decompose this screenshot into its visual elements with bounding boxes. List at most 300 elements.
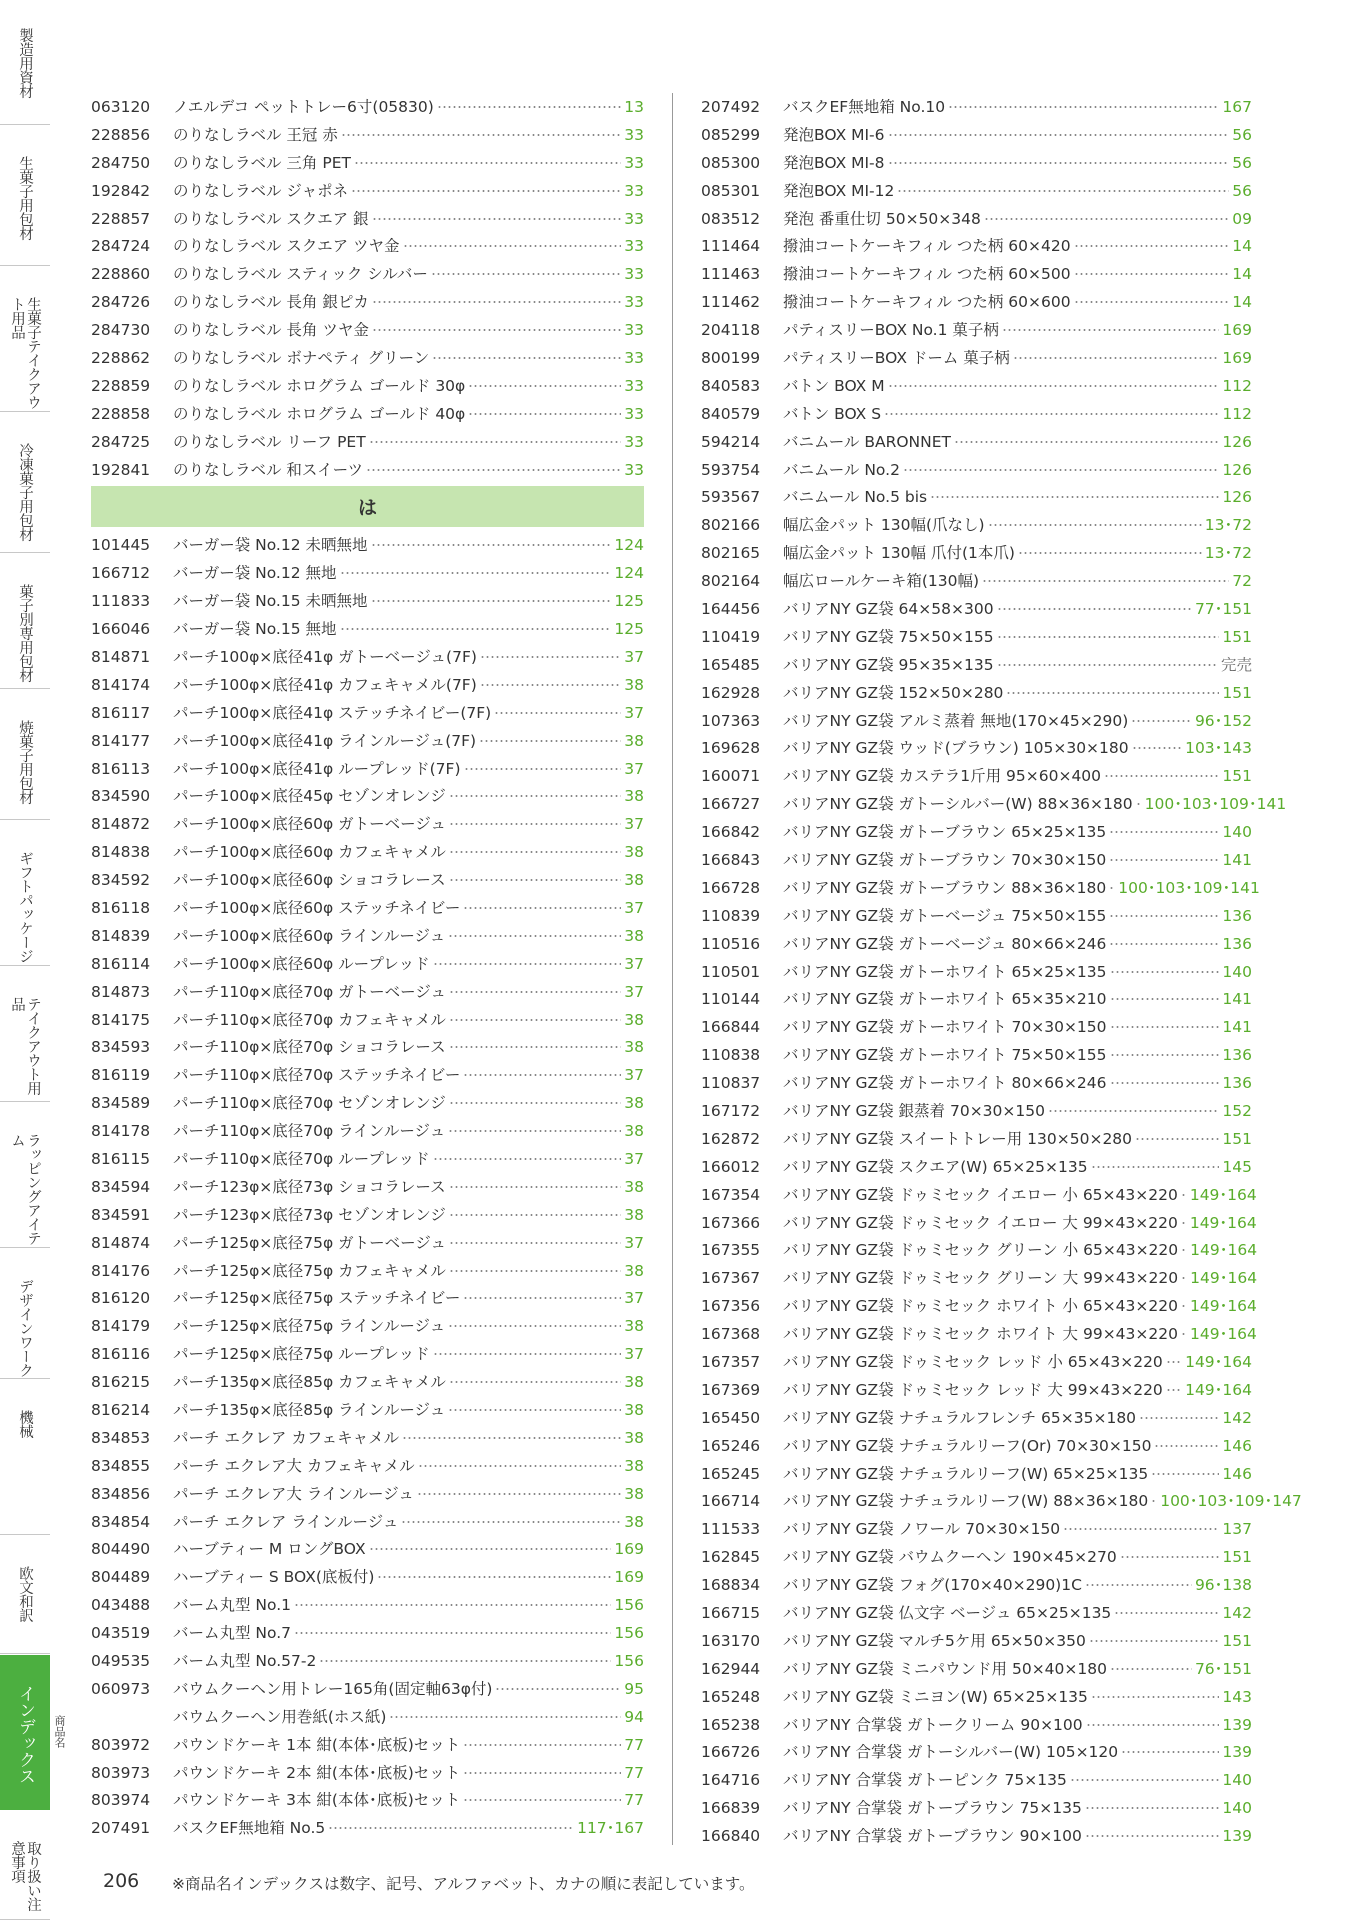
leader-dots (1063, 1528, 1219, 1530)
product-code: 049535 (91, 1652, 151, 1671)
index-entry (91, 1647, 644, 1675)
leader-dots (448, 1130, 621, 1132)
product-name: ノエルデコ ペットトレー6寸(05830) (173, 97, 434, 116)
leader-dots (468, 413, 621, 415)
page-reference: 126 (1222, 488, 1252, 507)
side-tab[interactable] (0, 267, 50, 412)
page-reference: 100･103･109･141 (1144, 795, 1287, 814)
product-code: 284730 (91, 321, 151, 340)
index-entry (91, 1340, 644, 1368)
product-name: パーチ125φ×底径75φ カフェキャメル (173, 1261, 446, 1280)
product-name: バリアNY GZ袋 スイートトレー用 130×50×280 (783, 1129, 1133, 1148)
index-entry (701, 902, 1252, 930)
product-name: ハーブティー S BOX(底板付) (173, 1568, 375, 1587)
leader-dots (1131, 720, 1192, 722)
side-tab[interactable] (0, 1655, 50, 1810)
page-reference: 56 (1232, 125, 1252, 144)
index-entry (91, 1675, 644, 1703)
product-name: のりなしラベル スクエア ツヤ金 (173, 237, 400, 256)
page-reference: 38 (624, 1177, 644, 1196)
product-name: バーム丸型 No.1 (173, 1596, 292, 1615)
product-code: 060973 (91, 1679, 151, 1698)
product-code: 166727 (701, 795, 761, 814)
leader-dots (463, 907, 621, 909)
leader-dots (1151, 1473, 1219, 1475)
product-code: 814178 (91, 1122, 151, 1141)
index-entry (91, 149, 644, 177)
page-reference: 151 (1222, 683, 1252, 702)
page-reference: 149･164 (1189, 1297, 1257, 1316)
leader-dots (997, 608, 1192, 610)
index-entry (701, 1153, 1252, 1181)
product-code: 165450 (701, 1408, 761, 1427)
page-reference: 149･164 (1189, 1185, 1257, 1204)
leader-dots (495, 1688, 621, 1690)
product-name: パーチ135φ×底径85φ カフェキャメル (173, 1373, 446, 1392)
page-reference: 38 (624, 731, 644, 750)
product-code: 192842 (91, 181, 151, 200)
product-name: パーチ125φ×底径75φ ステッチネイビー (173, 1289, 461, 1308)
index-entry (701, 483, 1252, 511)
product-code: 284750 (91, 153, 151, 172)
page-reference: 77 (624, 1735, 644, 1754)
side-tab-label: デザインワーク (17, 1279, 33, 1377)
leader-dots (1166, 1389, 1182, 1391)
product-name: バリアNY GZ袋 アルミ蒸着 無地(170×45×290) (783, 711, 1129, 730)
page-reference: 149･164 (1189, 1325, 1257, 1344)
product-code: 814874 (91, 1233, 151, 1252)
index-entry (91, 93, 644, 121)
product-name: バリアNY GZ袋 ドゥミセック ホワイト 小 65×43×220 (783, 1297, 1178, 1316)
product-code: 169628 (701, 739, 761, 758)
product-name: パーチ100φ×底径60φ ラインルージュ (173, 926, 446, 945)
page-reference: 33 (624, 265, 644, 284)
side-tab[interactable] (0, 1103, 50, 1248)
page-reference: 38 (624, 926, 644, 945)
index-entry (701, 1627, 1252, 1655)
product-code: 160071 (701, 767, 761, 786)
product-code: 165245 (701, 1464, 761, 1483)
product-code: 165238 (701, 1715, 761, 1734)
product-code: 840579 (701, 404, 761, 423)
page-reference: 136 (1222, 934, 1252, 953)
index-entry (91, 177, 644, 205)
product-code: 814872 (91, 815, 151, 834)
index-entry (701, 986, 1252, 1014)
index-entry (91, 643, 644, 671)
leader-dots (897, 190, 1229, 192)
product-name: パーチ100φ×底径60φ ガトーベージュ (173, 815, 447, 834)
product-code: 111464 (701, 237, 761, 256)
page-reference: 37 (624, 815, 644, 834)
leader-dots (1006, 692, 1219, 694)
leader-dots (371, 544, 612, 546)
product-name: パーチ100φ×底径41φ ラインルージュ(7F) (173, 731, 477, 750)
index-entry (701, 734, 1252, 762)
leader-dots (319, 1660, 611, 1662)
page-reference: 152 (1222, 1102, 1252, 1120)
leader-dots (888, 134, 1230, 136)
product-name: バリアNY GZ袋 ウッド(ブラウン) 105×30×180 (783, 739, 1129, 758)
page-reference: 169 (1222, 348, 1252, 367)
index-entry (91, 456, 644, 484)
product-name: バウムクーヘン用トレー165角(固定軸63φ付) (173, 1679, 493, 1698)
leader-dots (463, 1074, 621, 1076)
product-code: 834593 (91, 1038, 151, 1057)
product-code: 802165 (701, 544, 761, 563)
index-entry (91, 838, 644, 866)
side-tab[interactable] (0, 821, 50, 966)
index-entry (701, 372, 1252, 400)
index-entry (701, 651, 1252, 679)
product-code: 803974 (91, 1791, 151, 1810)
leader-dots (369, 441, 622, 443)
leader-dots (341, 134, 621, 136)
product-code: 834855 (91, 1456, 151, 1475)
product-name: のりなしラベル 和スイーツ (173, 460, 363, 479)
leader-dots (463, 1297, 621, 1299)
product-name: のりなしラベル ホログラム ゴールド 30φ (173, 376, 466, 395)
side-tab-label: ギフトパッケージ (17, 851, 33, 963)
index-entry (91, 866, 644, 894)
page-reference: 140 (1222, 823, 1252, 842)
product-code: 593754 (701, 460, 761, 479)
product-name: パーチ125φ×底径75φ ガトーベージュ (173, 1233, 447, 1252)
product-code: 110838 (701, 1046, 761, 1065)
index-entry (701, 400, 1252, 428)
leader-dots (463, 1772, 621, 1774)
product-name: バリアNY GZ袋 ドゥミセック レッド 大 99×43×220 (783, 1380, 1163, 1399)
product-name: パーチ110φ×底径70φ ショコラレース (173, 1038, 446, 1057)
leader-dots (930, 496, 1219, 498)
page-reference: 136 (1222, 906, 1252, 925)
side-tab[interactable] (0, 690, 50, 820)
index-entry (701, 1766, 1252, 1794)
product-name: パーチ110φ×底径70φ ラインルージュ (173, 1122, 446, 1141)
page-reference: 37 (624, 898, 644, 917)
leader-dots (888, 385, 1220, 387)
leader-dots (984, 218, 1229, 220)
leader-dots (403, 245, 622, 247)
page-reference: 169 (614, 1540, 644, 1559)
index-entry (701, 260, 1252, 288)
index-entry (701, 1515, 1252, 1543)
index-entry (91, 587, 644, 615)
product-code: 816115 (91, 1150, 151, 1168)
leader-dots (448, 1325, 621, 1327)
product-name: のりなしラベル 三角 PET (173, 153, 351, 172)
product-code: 207492 (701, 97, 761, 116)
index-entry (701, 707, 1252, 735)
side-tab[interactable] (0, 1536, 50, 1654)
index-entry (701, 1013, 1252, 1041)
page-reference: 72 (1232, 572, 1252, 591)
page-reference: 14 (1232, 237, 1252, 256)
page-reference: 09 (1232, 209, 1252, 228)
page-reference: 38 (624, 1205, 644, 1224)
leader-dots (1085, 1807, 1220, 1809)
product-code: 814179 (91, 1317, 151, 1336)
leader-dots (1091, 1166, 1220, 1168)
page-reference: 38 (624, 1094, 644, 1113)
product-code: 110501 (701, 962, 761, 981)
index-entry (701, 818, 1252, 846)
product-name: バリアNY GZ袋 ナチュラルフレンチ 65×35×180 (783, 1408, 1137, 1427)
side-tab[interactable] (0, 1811, 50, 1920)
leader-dots (494, 712, 621, 714)
product-name: バリアNY 合掌袋 ガトーブラウン 90×100 (783, 1827, 1082, 1846)
page-reference: 33 (624, 237, 644, 256)
product-code: 228860 (91, 265, 151, 284)
index-sub-label: 商品名 (53, 1715, 66, 1748)
product-name: パーチ125φ×底径75φ ループレッド (173, 1345, 430, 1364)
page-reference: 38 (624, 1010, 644, 1029)
product-name: バリアNY 合掌袋 ガトークリーム 90×100 (783, 1715, 1083, 1734)
product-name: パーチ110φ×底径70φ ステッチネイビー (173, 1066, 461, 1085)
index-entry (701, 1543, 1252, 1571)
page-reference: 33 (624, 293, 644, 312)
product-code: 167354 (701, 1185, 761, 1204)
side-tab[interactable] (0, 126, 50, 266)
leader-dots (449, 851, 621, 853)
page-reference: 136 (1222, 1074, 1252, 1093)
page-reference: 38 (624, 1122, 644, 1141)
leader-dots (982, 580, 1229, 582)
leader-dots (433, 963, 622, 965)
product-name: のりなしラベル 長角 ツヤ金 (173, 321, 369, 340)
product-name: バニムール No.5 bis (783, 488, 928, 507)
page-reference: 151 (1222, 627, 1252, 646)
index-entry (701, 1488, 1302, 1516)
product-code: 166715 (701, 1604, 761, 1623)
leader-dots (294, 1632, 611, 1634)
index-entry (91, 1619, 644, 1647)
index-entry (701, 1292, 1257, 1320)
product-code: 110839 (701, 906, 761, 925)
product-code: 110419 (701, 627, 761, 646)
product-code: 814871 (91, 647, 151, 666)
product-code: 803972 (91, 1735, 151, 1754)
product-name: バリアNY GZ袋 スクエア(W) 65×25×135 (783, 1157, 1088, 1176)
page-reference: 13･72 (1204, 544, 1252, 563)
page-reference: 37 (624, 647, 644, 666)
page-reference: 33 (624, 181, 644, 200)
page-reference: 103･143 (1185, 739, 1252, 758)
index-entry (701, 762, 1252, 790)
product-code: 164456 (701, 599, 761, 618)
section-header-ha: は (91, 486, 644, 527)
product-name: バリアNY GZ袋 バウムクーヘン 190×45×270 (783, 1548, 1117, 1567)
leader-dots (1166, 1361, 1182, 1363)
product-code: 594214 (701, 432, 761, 451)
page-reference: 140 (1222, 1771, 1252, 1790)
index-entry (91, 671, 644, 699)
index-entry (701, 846, 1252, 874)
leader-dots (1013, 357, 1220, 359)
product-name: 幅広金パット 130幅 爪付(1本爪) (783, 544, 1015, 563)
index-entry (91, 1145, 644, 1173)
page-reference: 13･72 (1204, 516, 1252, 535)
leader-dots (480, 656, 621, 658)
index-entry (91, 922, 644, 950)
leader-dots (340, 572, 612, 574)
leader-dots (449, 879, 622, 881)
side-tab[interactable] (0, 0, 50, 125)
product-code: 101445 (91, 536, 151, 555)
leader-dots (1181, 1277, 1187, 1279)
product-code: 834856 (91, 1484, 151, 1503)
leader-dots (418, 1465, 622, 1467)
product-name: バリアNY GZ袋 ガトーホワイト 65×25×135 (783, 962, 1107, 981)
product-name: のりなしラベル ジャポネ (173, 181, 349, 200)
product-code: 816117 (91, 703, 151, 722)
page-reference: 151 (1222, 767, 1252, 786)
leader-dots (1139, 1417, 1219, 1419)
page-reference: 38 (624, 1512, 644, 1531)
product-name: バリアNY GZ袋 ミニヨン(W) 65×25×135 (783, 1687, 1088, 1706)
product-name: パティスリーBOX ドーム 菓子柄 (783, 348, 1010, 367)
leader-dots (377, 1576, 611, 1578)
product-code: 816214 (91, 1401, 151, 1420)
leader-dots (402, 1437, 621, 1439)
product-name: バーガー袋 No.12 無地 (173, 564, 337, 583)
product-name: バトン BOX M (783, 376, 885, 395)
product-name: バスクEF無地箱 No.10 (783, 97, 946, 116)
index-entry (91, 1368, 644, 1396)
page-reference: 142 (1222, 1408, 1252, 1427)
index-entry (91, 1508, 644, 1536)
page-reference: 38 (624, 1038, 644, 1057)
product-name: パーチ エクレア大 カフェキャメル (173, 1456, 415, 1475)
leader-dots (988, 524, 1202, 526)
leader-dots (1018, 552, 1202, 554)
product-code: 165248 (701, 1687, 761, 1706)
leader-dots (1085, 1835, 1220, 1837)
entry-list-before-section (91, 93, 644, 483)
page-reference: 141 (1222, 1018, 1252, 1037)
page-reference: 140 (1222, 1799, 1252, 1818)
page-reference: 38 (624, 1428, 644, 1447)
product-code: 834854 (91, 1512, 151, 1531)
product-name: バリアNY GZ袋 ドゥミセック グリーン 小 65×43×220 (783, 1241, 1179, 1260)
product-name: バリアNY GZ袋 ガトーホワイト 80×66×246 (783, 1074, 1107, 1093)
index-entry (701, 316, 1252, 344)
product-code: 804489 (91, 1568, 151, 1587)
product-name: 撥油コートケーキフィル つた柄 60×600 (783, 293, 1071, 312)
page-reference: 151 (1222, 1548, 1252, 1567)
product-code: 166844 (701, 1018, 761, 1037)
side-tab-label: テイクアウト用品 (9, 997, 41, 1095)
page-reference: 112 (1222, 376, 1252, 395)
product-code: 814873 (91, 982, 151, 1001)
index-entry (91, 1061, 644, 1089)
side-tab[interactable] (0, 967, 50, 1102)
product-name: バリアNY GZ袋 ドゥミセック イエロー 小 65×43×220 (783, 1185, 1178, 1204)
index-entry (91, 1424, 644, 1452)
product-name: バーム丸型 No.7 (173, 1624, 292, 1643)
page-reference: 95 (624, 1679, 644, 1698)
side-tab-label: 取り扱い注意事項 (9, 1841, 41, 1911)
index-entry (91, 1006, 644, 1034)
product-name: パーチ125φ×底径75φ ラインルージュ (173, 1317, 446, 1336)
side-tab-label: ラッピングアイテム (9, 1133, 41, 1245)
product-code: 110837 (701, 1074, 761, 1093)
product-name: バリアNY GZ袋 ドゥミセック ホワイト 大 99×43×220 (783, 1325, 1178, 1344)
side-tab[interactable] (0, 1380, 50, 1535)
product-code: 228856 (91, 125, 151, 144)
product-code: 043488 (91, 1596, 151, 1615)
index-column-right (701, 93, 1302, 1850)
page-reference: 33 (624, 432, 644, 451)
index-entry (91, 372, 644, 400)
product-code: 166843 (701, 850, 761, 869)
page-reference: 38 (624, 1484, 644, 1503)
page-reference: 77 (624, 1791, 644, 1810)
product-name: バリアNY GZ袋 ガトーベージュ 75×50×155 (783, 906, 1107, 925)
side-tab-label: 菓子別専用包材 (17, 584, 33, 682)
page-reference: 151 (1222, 1631, 1252, 1650)
index-entry (91, 1480, 644, 1508)
column-divider (672, 93, 673, 1845)
product-code: 204118 (701, 321, 761, 340)
side-tab[interactable] (0, 413, 50, 553)
footnote: ※商品名インデックスは数字、記号、アルファベット、カナの順に表記しています。 (172, 1875, 755, 1893)
product-code: 111833 (91, 592, 151, 611)
product-name: バリアNY GZ袋 ガトーシルバー(W) 88×36×180 (783, 795, 1133, 814)
leader-dots (449, 795, 621, 797)
page-reference: 76･151 (1194, 1659, 1252, 1678)
index-entry (701, 790, 1287, 818)
product-name: 発泡 番重仕切 50×50×348 (783, 209, 981, 228)
page-reference: 141 (1222, 990, 1252, 1009)
index-entry (91, 978, 644, 1006)
side-tab-label: 冷凍菓子用包材 (17, 443, 33, 541)
product-code: 834591 (91, 1205, 151, 1224)
leader-dots (1114, 1612, 1219, 1614)
page-reference: 136 (1222, 1046, 1252, 1065)
product-name: バリアNY GZ袋 ノワール 70×30×150 (783, 1520, 1061, 1539)
index-entry (91, 782, 644, 810)
leader-dots (1048, 1110, 1219, 1112)
product-code: 166842 (701, 823, 761, 842)
page-reference: 146 (1222, 1464, 1252, 1483)
index-entry (701, 1237, 1258, 1265)
product-name: 撥油コートケーキフィル つた柄 60×500 (783, 265, 1071, 284)
page-reference: 33 (624, 153, 644, 172)
leader-dots (449, 991, 621, 993)
side-tab[interactable] (0, 554, 50, 689)
page-reference: 124 (614, 536, 644, 555)
leader-dots (433, 1158, 622, 1160)
product-code: 834589 (91, 1094, 151, 1113)
side-tab[interactable] (0, 1249, 50, 1379)
product-name: パーチ100φ×底径41φ ガトーベージュ(7F) (173, 647, 477, 666)
page-reference: 96･138 (1194, 1576, 1252, 1595)
product-code: 192841 (91, 460, 151, 479)
product-name: バリアNY GZ袋 仏文字 ベージュ 65×25×135 (783, 1604, 1112, 1623)
page-reference: 149･164 (1189, 1213, 1257, 1232)
page-reference: 38 (624, 1261, 644, 1280)
entry-list-after-section (91, 531, 644, 1842)
product-name: パウンドケーキ 3本 紺(本体･底板)セット (173, 1791, 461, 1810)
index-entry (91, 755, 644, 783)
leader-dots (448, 935, 621, 937)
product-code: 814176 (91, 1261, 151, 1280)
product-code: 166728 (701, 878, 761, 897)
leader-dots (1181, 1222, 1187, 1224)
product-name: バーガー袋 No.12 未晒無地 (173, 536, 368, 555)
page-reference: 151 (1222, 1129, 1252, 1148)
